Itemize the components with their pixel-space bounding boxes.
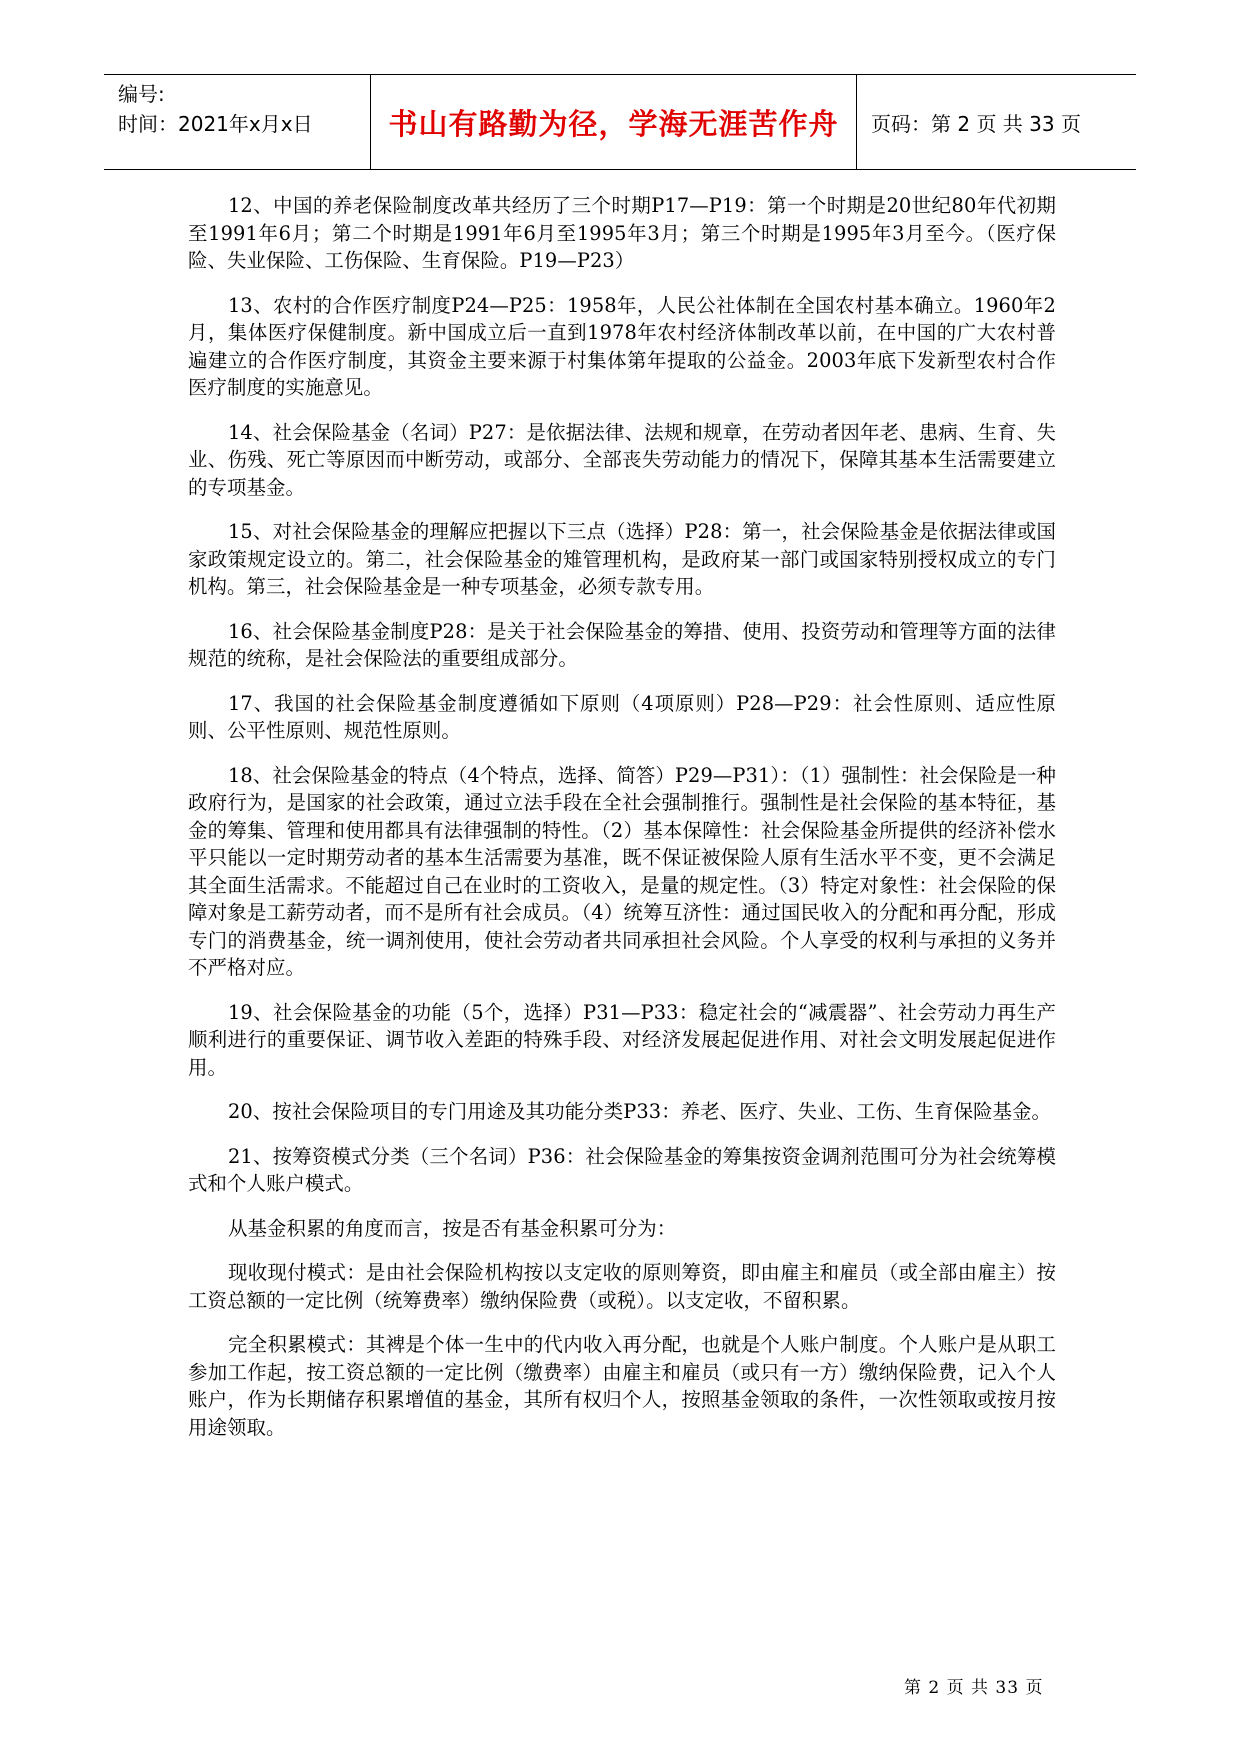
paragraph-fund-accumulation: 从基金积累的角度而言，按是否有基金积累可分为： xyxy=(228,1216,677,1240)
time-label: 时间：2021年x月x日 xyxy=(118,112,313,136)
paragraph-21: 21、按筹资模式分类（三个名词）P36：社会保险基金的筹集按资金调剂范围可分为社会统筹模式和个人账户模式。 xyxy=(188,1144,1056,1195)
paragraph-14: 14、社会保险基金（名词）P27：是依据法律、法规和规章，在劳动者因年老、患病、生育、失业、伤残、死亡等原因而中断劳动，或部分、全部丧失劳动能力的情况下，保障其基本生活需要建立的专项基金。 xyxy=(188,420,1056,499)
paragraph-16: 16、社会保险基金制度P28：是关于社会保险基金的筹措、使用、投资劳动和管理等方面的法律规范的统称，是社会保险法的重要组成部分。 xyxy=(188,619,1056,670)
paragraph-pay-as-you-go: 现收现付模式：是由社会保险机构按以支定收的原则筹资，即由雇主和雇员（或全部由雇主）按工资总额的一定比例（统筹费率）缴纳保险费（或税）。以支定收，不留积累。 xyxy=(188,1261,1056,1312)
paragraph-19: 19、社会保险基金的功能（5个，选择）P31—P33：稳定社会的“减震器”、社会劳动力再生产顺利进行的重要保证、调节收入差距的特殊手段、对经济发展起促进作用、对社会文明发展起促进作用。 xyxy=(188,1000,1056,1079)
header-page-info: 页码：第 2 页 共 33 页 xyxy=(871,111,1081,136)
paragraph-13: 13、农村的合作医疗制度P24—P25：1958年，人民公社体制在全国农村基本确立。1960年2月，集体医疗保健制度。新中国成立后一直到1978年农村经济体制改革以前，在中国的广大农村普遍建立的合作医疗制度，其资金主要来源于村集体第年提取的公益金。2003年底下发新型农村合作医疗制度的实施意见。 xyxy=(188,293,1056,399)
page-header xyxy=(104,74,1136,170)
document-body xyxy=(188,192,1056,1458)
page-footer: 第 2 页 共 33 页 xyxy=(904,1678,1044,1698)
paragraph-17: 17、我国的社会保险基金制度遵循如下原则（4项原则）P28—P29：社会性原则、适应性原则、公平性原则、规范性原则。 xyxy=(188,691,1056,742)
serial-label: 编号: xyxy=(118,82,165,106)
paragraph-full-accumulation: 完全积累模式：其裨是个体一生中的代内收入再分配，也就是个人账户制度。个人账户是从职工参加工作起，按工资总额的一定比例（缴费率）由雇主和雇员（或只有一方）缴纳保险费，记入个人账户，作为长期储存积累增值的基金，其所有权归个人，按照基金领取的条件，一次性领取或按月按用途领取。 xyxy=(188,1333,1056,1439)
paragraph-18: 18、社会保险基金的特点（4个特点，选择、简答）P29—P31）：（1）强制性：社会保险是一种政府行为，是国家的社会政策，通过立法手段在全社会强制推行。强制性是社会保险的基本特征，基金的筹集、管理和使用都具有法律强制的特性。（2）基本保障性：社会保险基金所提供的经济补偿水平只能以一定时期劳动者的基本生活需要为基准，既不保证被保险人原有生活水平不变，更不会满足其全面生活需求。不能超过自己在业时的工资收入，是量的规定性。（3）特定对象性：社会保险的保障对象是工薪劳动者，而不是所有社会成员。（4）统筹互济性：通过国民收入的分配和再分配，形成专门的消费基金，统一调剂使用，使社会劳动者共同承担社会风险。个人享受的权利与承担的义务并不严格对应。 xyxy=(188,763,1056,979)
header-motto: 书山有路勤为径，学海无涯苦作舟 xyxy=(371,75,857,169)
header-meta xyxy=(104,75,371,169)
paragraph-12: 12、中国的养老保险制度改革共经历了三个时期P17—P19：第一个时期是20世纪80年代初期至1991年6月；第二个时期是1991年6月至1995年3月；第三个时期是1995年3月至今。（医疗保险、失业保险、工伤保险、生育保险。P19—P23） xyxy=(188,194,1056,272)
paragraph-20: 20、按社会保险项目的专门用途及其功能分类P33：养老、医疗、失业、工伤、生育保险基金。 xyxy=(228,1100,1052,1123)
paragraph-15: 15、对社会保险基金的理解应把握以下三点（选择）P28：第一，社会保险基金是依据法律或国家政策规定设立的。第二，社会保险基金的雉管理机构，是政府某一部门或国家特别授权成立的专门机构。第三，社会保险基金是一种专项基金，必须专款专用。 xyxy=(188,520,1056,598)
